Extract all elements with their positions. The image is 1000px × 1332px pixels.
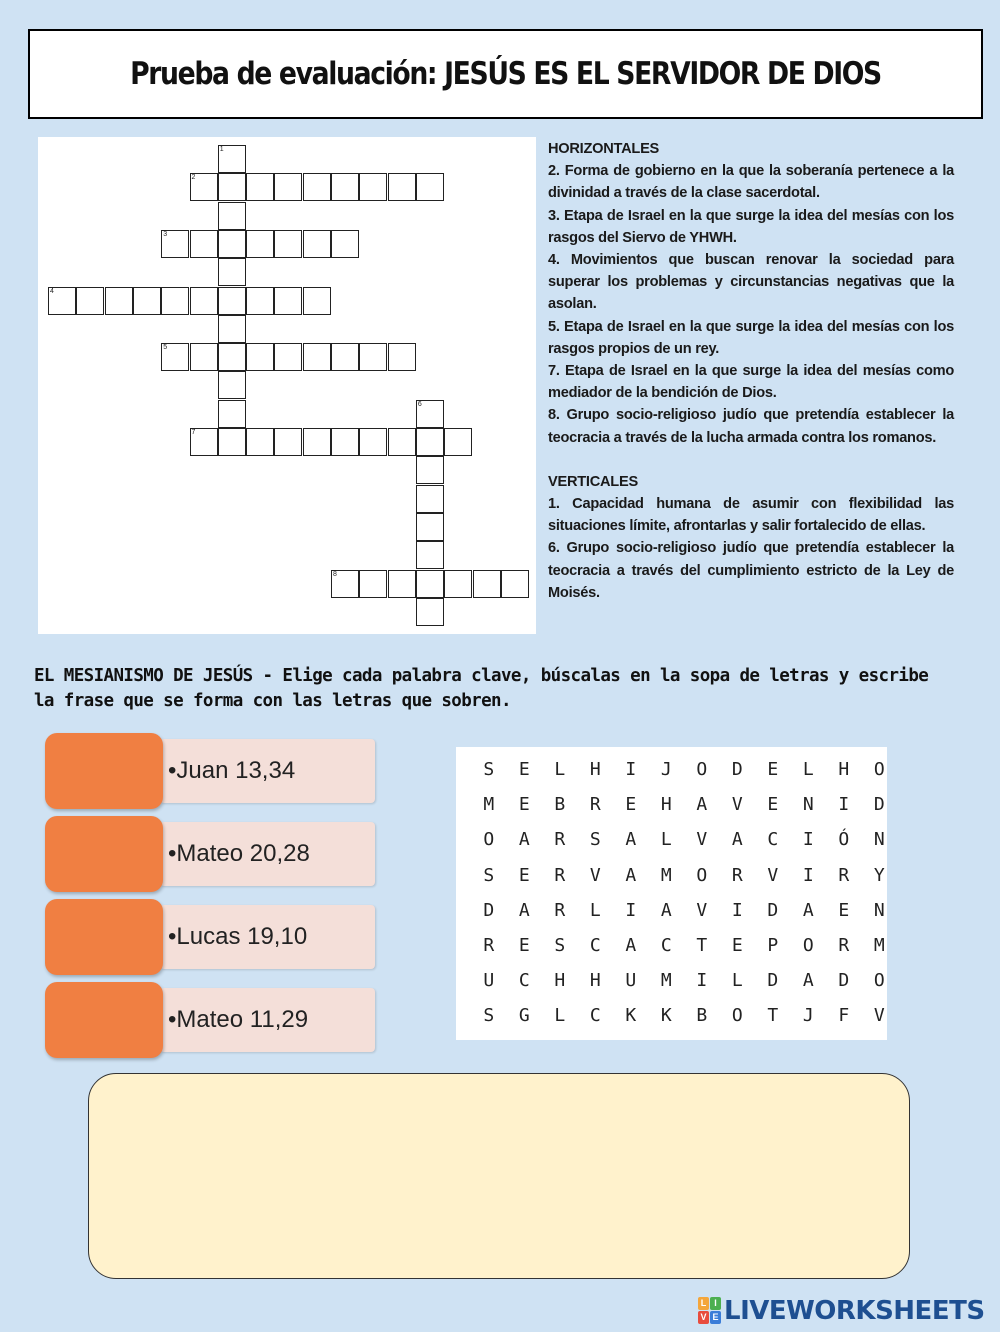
word-search-row: [471, 865, 897, 900]
word-search-letter[interactable]: B: [554, 794, 566, 816]
title-box: [28, 29, 983, 119]
word-search-letter[interactable]: H: [554, 970, 566, 992]
crossword-cell[interactable]: [190, 230, 218, 258]
crossword-cell[interactable]: [246, 173, 274, 201]
crossword-cell[interactable]: [359, 570, 387, 598]
crossword-cell[interactable]: [274, 230, 302, 258]
crossword-cell[interactable]: [303, 428, 331, 456]
crossword-cell[interactable]: [246, 287, 274, 315]
word-search-letter[interactable]: V: [696, 899, 708, 921]
crossword-clue-number: 8: [333, 570, 337, 578]
crossword-cell[interactable]: [388, 173, 416, 201]
crossword-cell[interactable]: [444, 570, 472, 598]
word-search-letter[interactable]: L: [589, 899, 601, 921]
word-search-letter[interactable]: I: [838, 794, 850, 816]
answer-input-box[interactable]: [88, 1073, 910, 1279]
word-search-letter[interactable]: I: [731, 899, 743, 921]
clue-h7: 7. Etapa de Israel en la que surge la idea del mesías como mediador de la bendición de Dios.: [548, 363, 954, 402]
crossword-cell[interactable]: [133, 287, 161, 315]
word-search-letter[interactable]: I: [802, 864, 814, 886]
crossword-clue-number: 7: [191, 429, 196, 436]
word-search-letter[interactable]: D: [731, 759, 743, 780]
crossword-cell[interactable]: [388, 428, 416, 456]
word-search-letter[interactable]: M: [483, 794, 495, 816]
word-search-letter[interactable]: D: [767, 970, 779, 992]
crossword-cell[interactable]: [190, 173, 218, 201]
word-search-letter[interactable]: O: [696, 864, 708, 886]
crossword-cell[interactable]: [218, 230, 246, 258]
word-search-row: [471, 759, 897, 794]
word-search-grid: [456, 747, 887, 1040]
crossword-cell[interactable]: [218, 173, 246, 201]
crossword-cell[interactable]: [359, 428, 387, 456]
logo-mark-tile: E: [710, 1311, 721, 1324]
page-title: Prueba de evaluación: JESÚS ES EL SERVIDOR DE DIOS: [130, 56, 881, 92]
word-search-letter[interactable]: I: [625, 759, 637, 780]
crossword-cell[interactable]: [303, 287, 331, 315]
reference-drop-box-1[interactable]: [45, 733, 163, 809]
word-search-letter[interactable]: C: [589, 935, 601, 956]
word-search-letter[interactable]: R: [554, 899, 566, 921]
crossword-cell[interactable]: [246, 343, 274, 371]
word-search-letter[interactable]: P: [767, 935, 779, 956]
word-search-letter[interactable]: D: [838, 970, 850, 992]
word-search-letter[interactable]: F: [838, 1005, 850, 1027]
clue-h3: 3. Etapa de Israel en la que surge la idea del mesías con los rasgos del Siervo de YHWH.: [548, 207, 954, 246]
crossword-clue-number: 2: [191, 174, 196, 182]
crossword-cell[interactable]: [444, 428, 472, 456]
logo-mark-tile: I: [710, 1297, 721, 1310]
reference-drop-box-2[interactable]: [45, 816, 163, 892]
reference-row-3: [45, 899, 377, 975]
word-search-letter[interactable]: R: [483, 935, 495, 956]
word-search-row: [471, 1005, 897, 1040]
crossword-cell[interactable]: [246, 428, 274, 456]
word-search-letter[interactable]: A: [625, 864, 637, 886]
word-search-letter[interactable]: A: [625, 829, 637, 851]
word-search-letter[interactable]: R: [838, 935, 850, 956]
word-search-letter[interactable]: O: [802, 935, 814, 956]
word-search-letter[interactable]: E: [767, 759, 779, 780]
crossword-cell[interactable]: [473, 570, 501, 598]
crossword-cell[interactable]: [416, 400, 444, 428]
crossword-cell[interactable]: [388, 570, 416, 598]
crossword-cell[interactable]: [416, 598, 444, 626]
word-search-letter[interactable]: H: [660, 794, 672, 816]
crossword-cell[interactable]: [76, 287, 104, 315]
word-search-letter[interactable]: D: [873, 794, 885, 816]
word-search-letter[interactable]: A: [802, 970, 814, 992]
reference-drop-box-4[interactable]: [45, 982, 163, 1058]
liveworksheets-logo: [698, 1296, 985, 1326]
word-search-letter[interactable]: K: [625, 1005, 637, 1027]
word-search-letter[interactable]: O: [483, 829, 495, 851]
word-search-letter[interactable]: O: [873, 970, 885, 992]
word-search-letter[interactable]: E: [838, 899, 850, 921]
instruction-text: EL MESIANISMO DE JESÚS - Elige cada palabra clave, búscalas en la sopa de letras y escribe la frase que se forma con las letras que sobren.: [34, 666, 929, 711]
liveworksheets-logo-icon: [698, 1297, 722, 1325]
word-search-letter[interactable]: Y: [873, 864, 885, 886]
word-search-letter[interactable]: U: [483, 970, 495, 992]
crossword-cell[interactable]: [359, 173, 387, 201]
crossword-cell[interactable]: [218, 400, 246, 428]
crossword-cell[interactable]: [218, 258, 246, 286]
crossword-cell[interactable]: [105, 287, 133, 315]
reference-text: •Juan 13,34: [168, 757, 296, 784]
crossword-cell[interactable]: [303, 230, 331, 258]
word-search-letter[interactable]: H: [838, 759, 850, 780]
crossword-cell[interactable]: [190, 287, 218, 315]
word-search-letter[interactable]: D: [483, 899, 495, 921]
reference-label: [160, 739, 375, 803]
word-search-letter[interactable]: G: [518, 1005, 530, 1027]
crossword-cell[interactable]: [274, 343, 302, 371]
crossword-clue-number: 1: [219, 146, 224, 153]
logo-mark-tile: V: [698, 1311, 709, 1324]
word-search-letter[interactable]: V: [873, 1005, 885, 1027]
word-search-letter[interactable]: C: [767, 829, 779, 851]
word-search-letter[interactable]: O: [696, 759, 708, 780]
word-search-letter[interactable]: I: [625, 899, 637, 921]
word-search-letter[interactable]: R: [731, 864, 743, 886]
crossword-cell[interactable]: [161, 230, 189, 258]
word-search-row: [471, 935, 897, 970]
crossword-cell[interactable]: [331, 570, 359, 598]
reference-text: •Mateo 20,28: [168, 840, 310, 867]
reference-drop-box-3[interactable]: [45, 899, 163, 975]
clue-v6: 6. Grupo socio-religioso judío que pretendía establecer la teocracia a través del cumplimiento estricto de la Ley de Moisés.: [548, 540, 954, 601]
crossword-cell[interactable]: [218, 343, 246, 371]
crossword-cell[interactable]: [218, 315, 246, 343]
word-search-row: [471, 794, 897, 829]
word-search-letter[interactable]: D: [767, 899, 779, 921]
word-search-letter[interactable]: O: [731, 1005, 743, 1027]
word-search-letter[interactable]: A: [660, 899, 672, 921]
reference-label: [160, 988, 375, 1052]
word-search-letter[interactable]: L: [554, 759, 566, 780]
word-search-letter[interactable]: R: [554, 829, 566, 851]
vertical-heading: VERTICALES: [548, 473, 638, 490]
word-search-letter[interactable]: H: [589, 970, 601, 992]
word-search-letter[interactable]: V: [767, 864, 779, 886]
word-search-letter[interactable]: O: [873, 759, 885, 780]
word-search-letter[interactable]: S: [589, 829, 601, 851]
word-search-letter[interactable]: H: [589, 759, 601, 780]
word-search-letter[interactable]: E: [518, 759, 530, 780]
word-search-letter[interactable]: I: [696, 970, 708, 992]
word-search-letter[interactable]: S: [483, 759, 495, 780]
word-search-letter[interactable]: K: [660, 1005, 672, 1027]
clue-h4: 4. Movimientos que buscan renovar la sociedad para superar los problemas y circunstancias negativas que la asolan.: [548, 252, 954, 313]
crossword-cell[interactable]: [161, 343, 189, 371]
word-search-letter[interactable]: A: [518, 899, 530, 921]
reference-row-2: [45, 816, 377, 892]
clues-panel: [548, 138, 954, 604]
crossword-cell[interactable]: [190, 428, 218, 456]
crossword-clue-number: 5: [163, 344, 168, 352]
clue-h5: 5. Etapa de Israel en la que surge la idea del mesías con los rasgos propios de un rey.: [548, 318, 954, 357]
crossword-cell[interactable]: [48, 287, 76, 315]
crossword-cell[interactable]: [218, 428, 246, 456]
word-search-letter[interactable]: T: [696, 935, 708, 956]
word-search-letter[interactable]: B: [696, 1005, 708, 1027]
word-search-letter[interactable]: J: [802, 1005, 814, 1027]
crossword-cell[interactable]: [218, 145, 246, 173]
crossword-cell[interactable]: [331, 428, 359, 456]
word-search-row: [471, 970, 897, 1005]
word-search-letter[interactable]: V: [589, 864, 601, 886]
crossword-clue-number: 4: [50, 287, 54, 295]
crossword-cell[interactable]: [218, 371, 246, 399]
word-search-letter[interactable]: E: [625, 794, 637, 816]
word-search-letter[interactable]: A: [696, 794, 708, 816]
word-search-letter[interactable]: E: [518, 935, 530, 956]
logo-text: LIVEWORKSHEETS: [724, 1296, 985, 1326]
word-search-letter[interactable]: E: [518, 794, 530, 816]
crossword-cell[interactable]: [501, 570, 529, 598]
word-search-letter[interactable]: E: [731, 935, 743, 956]
clue-v1: 1. Capacidad humana de asumir con flexibilidad las situaciones límite, afrontarlas y salir fortalecido de ellas.: [548, 496, 954, 535]
crossword-cell[interactable]: [161, 287, 189, 315]
word-search-letter[interactable]: R: [589, 794, 601, 816]
clue-h2: 2. Forma de gobierno en la que la soberanía pertenece a la divinidad a través de la clase sacerdotal.: [548, 163, 954, 202]
word-search-letter[interactable]: L: [802, 759, 814, 780]
word-search-letter[interactable]: M: [660, 864, 672, 886]
word-search-letter[interactable]: C: [589, 1005, 601, 1027]
logo-mark-tile: L: [698, 1297, 709, 1310]
word-search-letter[interactable]: U: [625, 970, 637, 992]
crossword-cell[interactable]: [331, 173, 359, 201]
crossword-clue-number: 6: [417, 400, 422, 408]
word-search-letter[interactable]: A: [802, 899, 814, 921]
crossword-cell[interactable]: [218, 202, 246, 230]
word-search-letter[interactable]: V: [731, 794, 743, 816]
word-search-letter[interactable]: R: [554, 864, 566, 886]
crossword-cell[interactable]: [416, 428, 444, 456]
word-search-letter[interactable]: V: [696, 829, 708, 851]
horizontal-heading: HORIZONTALES: [548, 141, 660, 157]
crossword-cell[interactable]: [274, 428, 302, 456]
reference-text: •Mateo 11,29: [168, 1006, 309, 1033]
word-search-letter[interactable]: M: [873, 935, 885, 956]
word-search-letter[interactable]: N: [873, 899, 885, 921]
crossword-grid: [38, 137, 536, 634]
word-search-letter[interactable]: E: [518, 864, 530, 886]
word-search-letter[interactable]: C: [660, 935, 672, 956]
word-search-letter[interactable]: N: [873, 829, 885, 851]
crossword-cell[interactable]: [416, 513, 444, 541]
crossword-clue-number: 3: [163, 230, 168, 238]
word-search-letter[interactable]: L: [660, 829, 672, 851]
word-search-letter[interactable]: C: [518, 970, 530, 992]
crossword-cell[interactable]: [246, 230, 274, 258]
reference-text: •Lucas 19,10: [168, 923, 308, 950]
crossword-cell[interactable]: [218, 287, 246, 315]
crossword-cell[interactable]: [303, 173, 331, 201]
word-search-letter[interactable]: A: [625, 935, 637, 956]
reference-label: [160, 905, 375, 969]
crossword-cell[interactable]: [359, 343, 387, 371]
word-search-letter[interactable]: A: [518, 829, 530, 851]
word-search-row: [471, 900, 897, 935]
word-search-letter[interactable]: N: [802, 794, 814, 816]
crossword-cell[interactable]: [416, 456, 444, 484]
crossword-cell[interactable]: [416, 173, 444, 201]
word-search-letter[interactable]: S: [483, 1005, 495, 1027]
word-search-row: [471, 829, 897, 864]
crossword-cell[interactable]: [190, 343, 218, 371]
crossword-cell[interactable]: [416, 485, 444, 513]
word-search-letter[interactable]: T: [767, 1005, 779, 1027]
crossword-cell[interactable]: [274, 287, 302, 315]
reference-row-4: [45, 982, 377, 1058]
reference-label: [160, 822, 375, 886]
reference-row-1: [45, 733, 377, 809]
crossword-cell[interactable]: [303, 343, 331, 371]
word-search-letter[interactable]: Ó: [838, 829, 850, 851]
word-search-letter[interactable]: S: [554, 935, 566, 956]
word-search-letter[interactable]: E: [767, 794, 779, 816]
crossword-cell[interactable]: [416, 570, 444, 598]
crossword-cell[interactable]: [331, 343, 359, 371]
word-search-letter[interactable]: S: [483, 864, 495, 886]
clue-h8: 8. Grupo socio-religioso judío que pretendía establecer la teocracia a través de la lucha armada contra los romanos.: [548, 407, 954, 446]
word-search-letter[interactable]: L: [731, 970, 743, 992]
word-search-letter[interactable]: L: [554, 1005, 566, 1027]
crossword-cell[interactable]: [416, 541, 444, 569]
crossword-cell[interactable]: [331, 230, 359, 258]
word-search-letter[interactable]: R: [838, 864, 850, 886]
word-search-letter[interactable]: J: [660, 759, 672, 780]
word-search-letter[interactable]: A: [731, 829, 743, 851]
crossword-cell[interactable]: [274, 173, 302, 201]
word-search-letter[interactable]: I: [802, 829, 814, 851]
crossword-cell[interactable]: [388, 343, 416, 371]
word-search-letter[interactable]: M: [660, 970, 672, 992]
